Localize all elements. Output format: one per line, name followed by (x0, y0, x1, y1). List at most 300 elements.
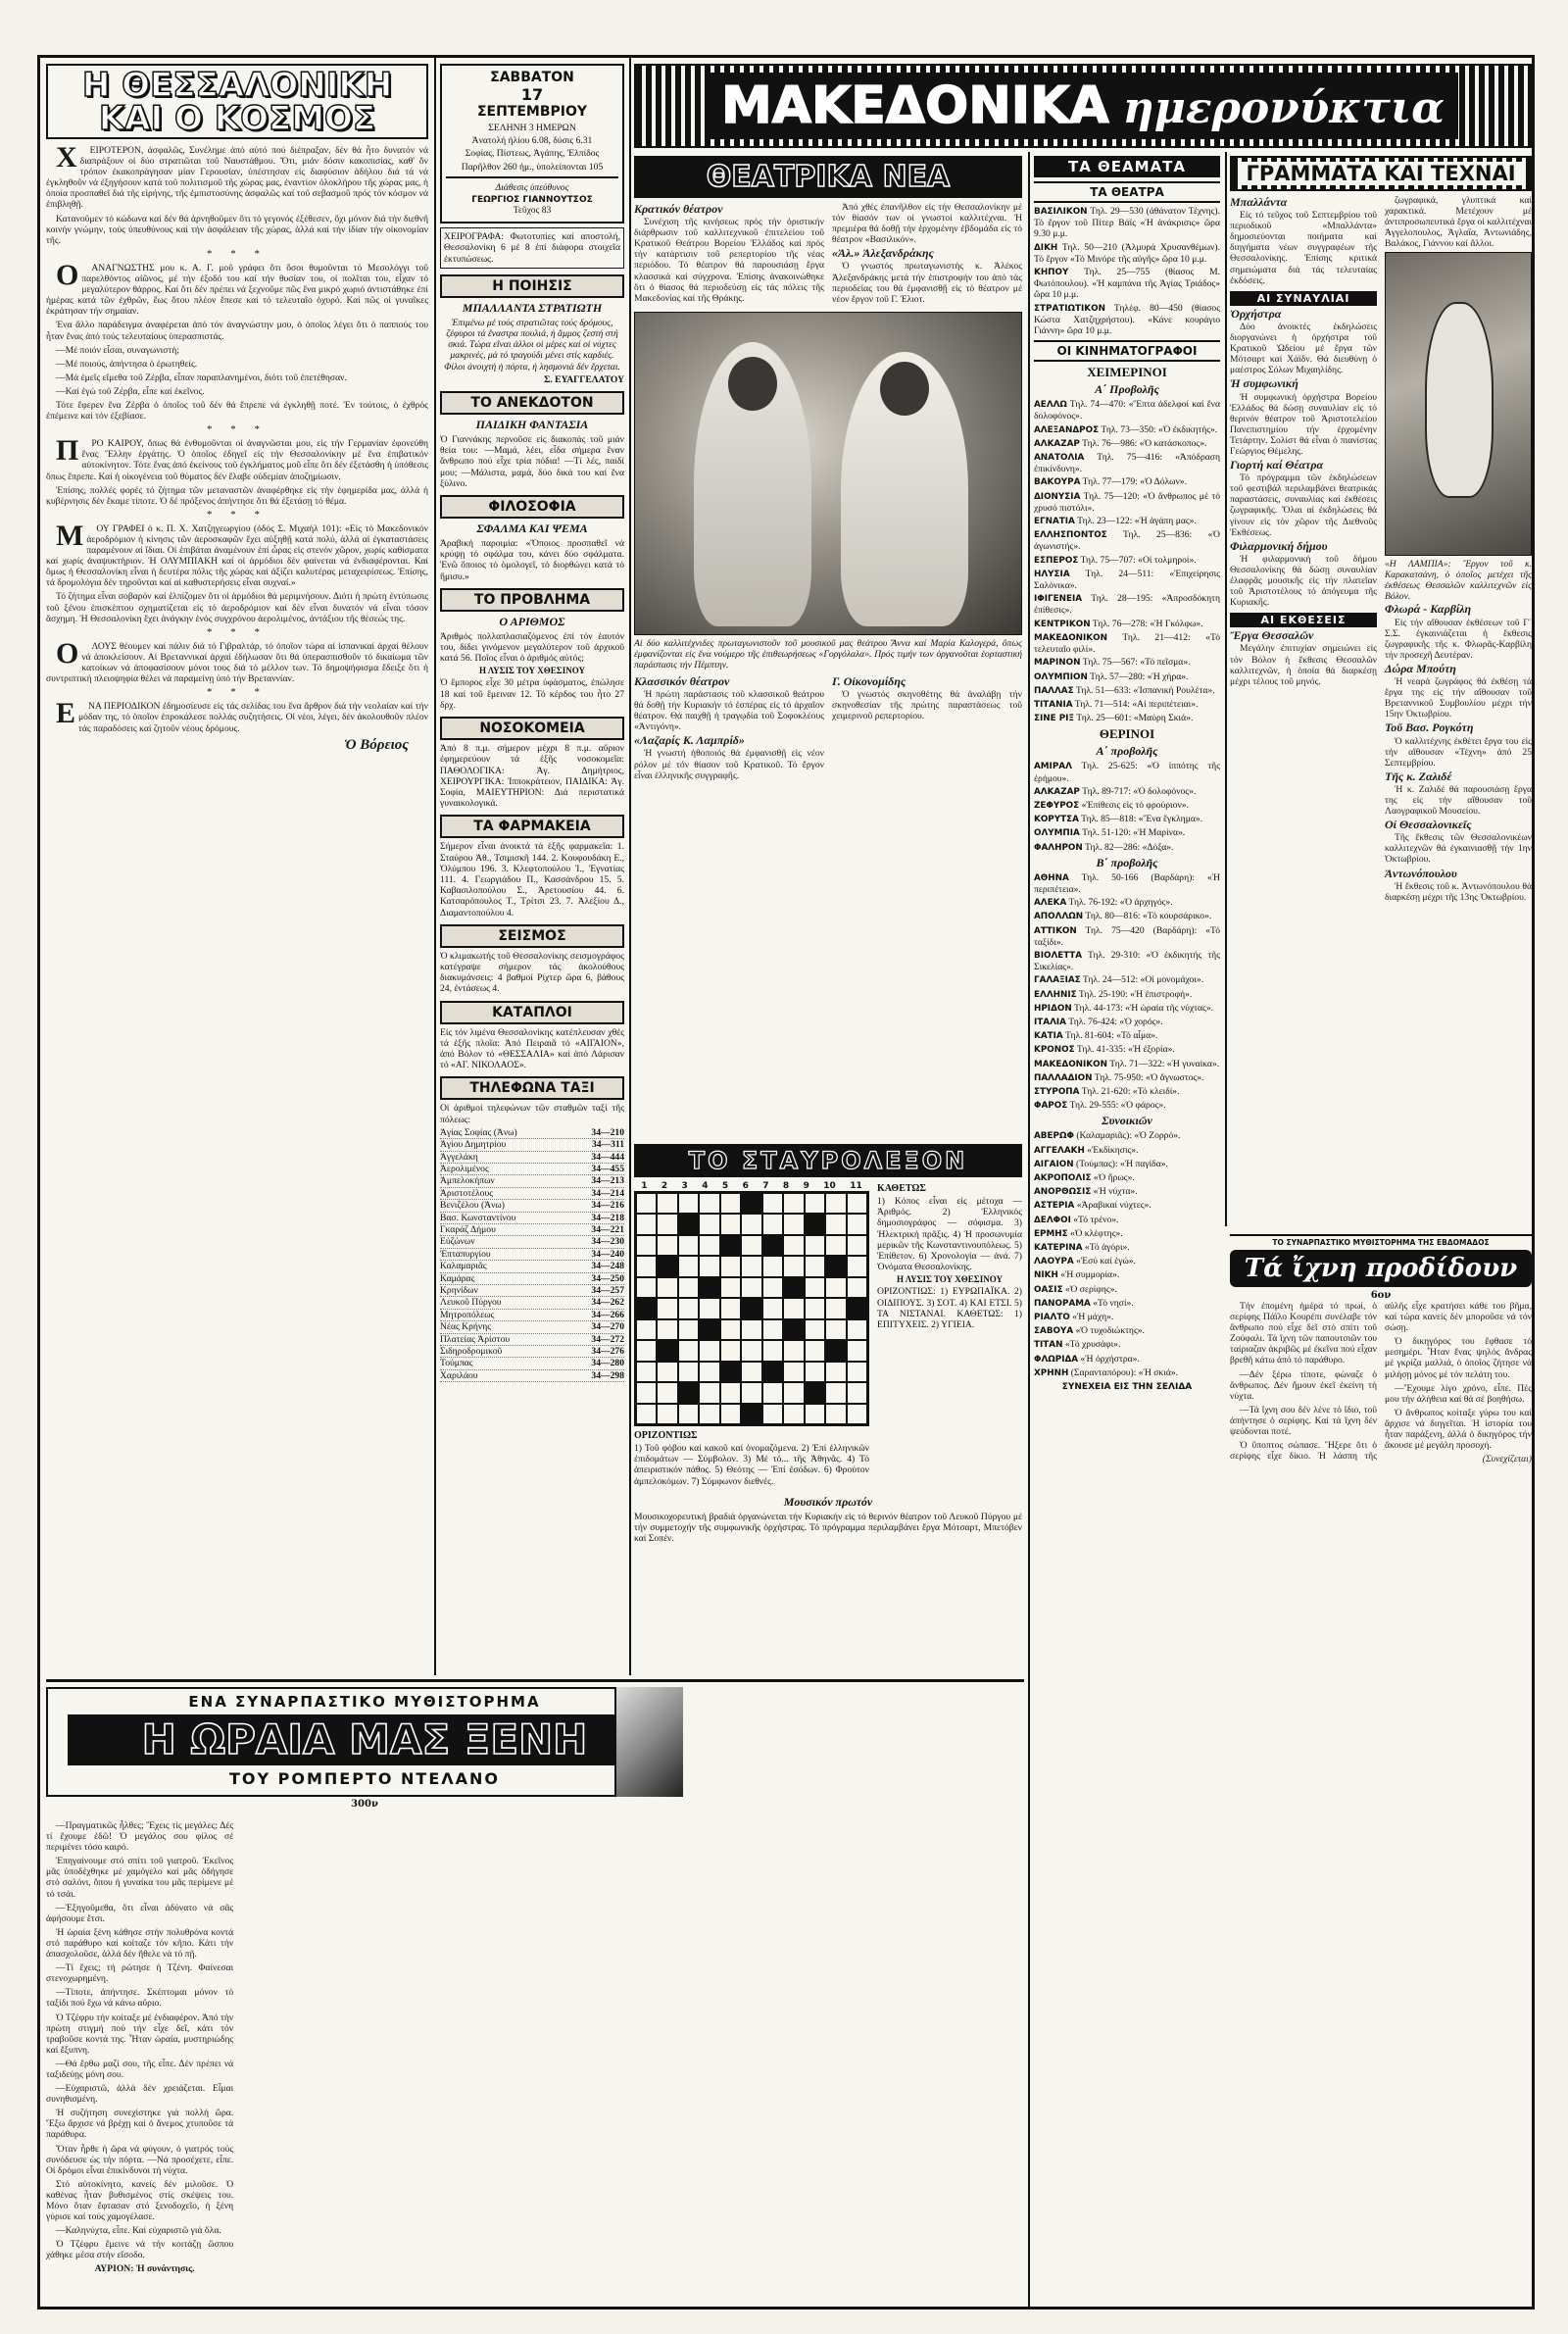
crossword-grid-wrap (634, 1181, 869, 1489)
crossword-cell[interactable] (720, 1319, 741, 1340)
taxi-phone-number: 34—270 (591, 1321, 624, 1333)
novel-illustration (614, 1687, 683, 1797)
theater-col-right2 (832, 674, 1022, 784)
crossword-cell[interactable] (847, 1214, 867, 1234)
banner-title-b: ημερονύκτια (1122, 83, 1446, 133)
crossword-cell[interactable] (805, 1256, 825, 1276)
prodosia-serial (1230, 1234, 1532, 2307)
anecdote-title: ΠΑΙΔΙΚΗ ΦΑΝΤΑΣΙΑ (475, 418, 589, 432)
listing-info: Τηλ. 25—755 (θίασος Μ. Φωτόπουλου). «Ἡ καμπάνα τῆς Ἀγίας Τριάδος» ὥρα 10 μ.μ. (1034, 267, 1220, 301)
listing-item (1034, 1003, 1220, 1015)
listing-venue: ΕΛΛΗΣΠΟΝΤΟΣ (1034, 530, 1107, 541)
theater-news (634, 156, 1022, 1136)
listing-venue: ΑΒΕΡΩΦ (1034, 1131, 1074, 1142)
taxi-row (440, 1249, 624, 1261)
listing-item (1034, 1145, 1220, 1157)
crossword-cell[interactable] (720, 1298, 741, 1318)
listing-venue: ΝΙΚΗ (1034, 1270, 1058, 1281)
crossword-cell[interactable] (720, 1256, 741, 1276)
listing-item (1034, 1354, 1220, 1366)
crossword-black-cell (741, 1298, 761, 1318)
paragraph: Ὁ γνωστός πρωταγωνιστής κ. Ἀλέκος Ἀλεξανδράκης μετά τήν ἐπιστροφήν του ἀπό τάς περιοδείας του θά ἐμφανισθῇ εἰς τό θέατρον μέ νέον ἔργον τοῦ Γ. Ἐλιοτ. (832, 261, 1022, 305)
crossword-cell[interactable] (678, 1319, 699, 1340)
paragraph: Ἡ νεαρά ζωγράφος θά ἐκθέσῃ τά ἔργα της εἰς τήν αἴθουσαν τοῦ Βρεταννικοῦ Συμβουλίου μέχρι τήν 15ην Ὀκτωβρίου. (1385, 676, 1532, 720)
crossword-black-cell (825, 1340, 846, 1361)
crossword-cell[interactable] (699, 1256, 719, 1276)
crossword-cell[interactable] (699, 1362, 719, 1382)
listing-venue: ΔΙΚΗ (1034, 242, 1058, 253)
crossword-cell[interactable] (741, 1319, 761, 1340)
listing-venue: ΖΕΦΥΡΟΣ (1034, 800, 1080, 811)
novel-title: Η ΩΡΑΙΑ ΜΑΣ ΞΕΝΗ (141, 1715, 588, 1763)
paragraph: Τό πρόγραμμα τῶν ἐκδηλώσεων τοῦ φεστιβάλ περιλαμβάνει θεατρικάς παραστάσεις, συναυλίας καί ἐκθέσεις ζωγραφικῆς. Ὅλαι αἱ ἐκδηλώσεις θά γίνουν εἰς τόν χῶρον τῆς Διεθνοῦς Ἐκθέσεως. (1230, 472, 1377, 538)
taxi-row (440, 1224, 624, 1236)
listing-item (1034, 713, 1220, 724)
continuation-note: ΣΥΝΕΧΕΙΑ ΕΙΣ ΤΗΝ ΣΕΛΙΔΑ (1061, 1382, 1193, 1393)
crossword-cell[interactable] (762, 1382, 783, 1403)
crossword-cell[interactable] (805, 1340, 825, 1361)
paragraph: Τῆς ἔκθεσις τῶν Θεσσαλονικέων καλλιτεχνῶν θά ἐγκαινιασθῇ τήν 1ην Ὀκτωβρίου. (1385, 832, 1532, 866)
arts-title-box (1230, 156, 1532, 191)
taxi-station-name: Χαριλάου (440, 1369, 478, 1381)
crossword-cell[interactable] (825, 1404, 846, 1424)
listing-item (1034, 1284, 1220, 1296)
crossword-cell[interactable] (636, 1214, 657, 1234)
paragraph: Ἡ ὡραία ξένη κάθησε στήν πολυθρόνα κοντά στό παράθυρο καί κοίταζε τόν κῆπο. Κάτι τήν ἀπασχολοῦσε, ἀλλά δέν ἤθελε νά τό πῇ. (46, 1926, 234, 1961)
taxi-station-name: Ἀμπελοκήπων (440, 1175, 495, 1187)
crossword-cell[interactable] (636, 1277, 657, 1298)
listing-venue: ΧΡΗΝΗ (1034, 1367, 1069, 1378)
taxi-phone-number: 34—214 (591, 1187, 624, 1199)
crossword-cell[interactable] (783, 1362, 804, 1382)
paragraph: Τό ζήτημα εἶναι σοβαρόν καί ἐλπίζομεν ὅτι οἱ ἁρμόδιοι θά μεριμνήσουν. Διότι ἡ πρώτη ἐντύπωσις τοῦ ξένου ἐπισκέπτου σχηματίζεται εἰς τό ἀεροδρόμιον καί δέν εἶναι δυνατόν νά εἶναι τόσον ἄσχημη. Ἡ Θεσσαλονίκη ἔχει ἀνάγκην ἑνός συγχρόνου ἀερολιμένος, ἀντάξιου τῆς θέσεώς της. (46, 591, 428, 624)
crossword-cell[interactable] (720, 1404, 741, 1424)
listing-item (1034, 303, 1220, 337)
crossword-black-cell (741, 1193, 761, 1214)
taxi-station-name: Ἀερολιμένος (440, 1163, 489, 1174)
theaters-head: ΤΑ ΘΕΑΤΡΑ (1034, 181, 1220, 203)
crossword-cell[interactable] (741, 1362, 761, 1382)
paragraph: Ἐνα ἄλλο παράδειγμα ἀναφέρεται ἀπό τόν ἀναγνώστην μου, ὁ ὁποῖος λέγει ὅτι ὁ παππούς του ἦταν ἕνας ἀπό τούς τελευταίους ὑπερασπιστάς. (46, 320, 428, 342)
crossword-cell[interactable] (805, 1277, 825, 1298)
crossword-cell[interactable] (699, 1340, 719, 1361)
taxi-phone-number: 34—262 (591, 1297, 624, 1309)
taxi-station-name: Τούμπας (440, 1358, 473, 1369)
newspaper-page (37, 55, 1535, 2309)
listing-venue: ΕΡΜΗΣ (1034, 1228, 1068, 1239)
earthquake-label: ΣΕΙΣΜΟΣ (440, 924, 624, 948)
anecdote-text: Ὁ Γιαννάκης περνοῦσε εἰς διακοπάς τοῦ μιάν θεία του: —Μαμά, λέει, εἶδα σήμερα ἕναν ἄνθρωπο πού εἶχε τρία πόδια! —Τί λές, παιδί μου; —Μάλιστα, μαμά, δύο δικά του καί ἕνα ξύλινο. (440, 434, 624, 489)
crossword-cell[interactable] (825, 1362, 846, 1382)
crossword-layout (634, 1181, 1022, 1489)
crossword-cell[interactable] (762, 1214, 783, 1234)
crossword-cell[interactable] (741, 1340, 761, 1361)
taxi-station-name: Ἐπταπυργίου (440, 1248, 491, 1260)
left-column (46, 64, 428, 1671)
crossword-cell[interactable] (678, 1362, 699, 1382)
across-label: ΟΡΙΖΟΝΤΙΩΣ (634, 1430, 698, 1441)
crossword-cell[interactable] (699, 1404, 719, 1424)
listing-item (1034, 814, 1220, 825)
listing-venue: ΚΗΠΟΥ (1034, 268, 1069, 278)
crossword-cell[interactable] (762, 1256, 783, 1276)
listing-item (1034, 424, 1220, 436)
crossword-cell[interactable] (699, 1214, 719, 1234)
paragraph: Ὁ ἄνθρωπος κοίταξε γύρω του καί ἄρχισε νά διηγεῖται. Ἡ ἱστορία του ἦταν παράξενη, ἀλλά ὁ δικηγόρος τήν ἄκουσε μέ μεγάλη προσοχή. (1385, 1407, 1532, 1452)
listing-item (1034, 671, 1220, 683)
listing-info: (Τούμπας): «Ἡ παγίδα». (1073, 1158, 1168, 1169)
listing-item (1034, 872, 1220, 895)
crossword-cell[interactable] (805, 1235, 825, 1256)
listing-item (1034, 267, 1220, 301)
winter-list (1034, 399, 1220, 724)
listing-item (1034, 516, 1220, 527)
listing-item (1034, 699, 1220, 711)
crossword-cell[interactable] (847, 1362, 867, 1382)
left-body (46, 141, 428, 753)
crossword-cell[interactable] (636, 1235, 657, 1256)
taxi-station-name: Μητροπόλεως (440, 1309, 495, 1320)
crossword-cell[interactable] (847, 1319, 867, 1340)
listing-item (1034, 1312, 1220, 1323)
crossword-cell[interactable] (783, 1256, 804, 1276)
taxi-row (440, 1127, 624, 1139)
listing-venue: ΤΙΤΑΝΙΑ (1034, 699, 1073, 710)
arts-sub4: Γιορτή καί Θέατρα (1230, 458, 1324, 472)
listing-venue: ΚΑΤΙΑ (1034, 1031, 1063, 1042)
listing-venue: ΑΚΡΟΠΟΛΙΣ (1034, 1173, 1092, 1183)
arts-sub1: Μπαλλάντα (1230, 195, 1288, 209)
listing-info: Τηλ. 85—818: «Ἕνα ἔγκλημα». (1078, 814, 1203, 825)
date-day: ΣΑΒΒΑΤΟΝ (490, 70, 574, 85)
paragraph: Εἰς τήν αἴθουσαν ἐκθέσεων τοῦ Γ΄ Σ.Σ. ἐγκαινιάζεται ἡ ἔκθεσις ζωγραφικῆς τῆς κ. Φλωρᾶς-Καρβίλη τήν προσεχῆ Δευτέραν. (1385, 617, 1532, 661)
crossword-cell[interactable] (657, 1404, 677, 1424)
taxi-row (440, 1213, 624, 1224)
crossword-black-cell (762, 1362, 783, 1382)
winter-head: ΧΕΙΜΕΡΙΝΟΙ (1087, 365, 1167, 380)
listing-venue: ΕΓΝΑΤΙΑ (1034, 517, 1075, 527)
paragraph: —Τί ἔχεις; τή ρώτησε ἡ Τζένη. Φαίνεσαι στενοχωρημένη. (46, 1962, 234, 1985)
crossword-cell[interactable] (825, 1319, 846, 1340)
novel-title-band (68, 1714, 662, 1765)
listing-venue: ΑΛΕΞΑΝΔΡΟΣ (1034, 424, 1100, 435)
listing-venue: ΠΑΛΛΑΔΙΟΝ (1034, 1072, 1093, 1083)
crossword-cell[interactable] (847, 1193, 867, 1214)
crossword-cell[interactable] (720, 1340, 741, 1361)
listing-venue: ΒΙΟΛΕΤΤΑ (1034, 950, 1083, 961)
paragraph: Ἡ ἔκθεσις τοῦ κ. Ἀντωνόπουλου θά διαρκέσῃ μέχρι τῆς 13ης Ὀκτωβρίου. (1385, 880, 1532, 903)
theater-photo-caption: Αἱ δύο καλλιτέχνιδες πρωταγωνιστοῦν τοῦ μουσικοῦ μας θεάτρου Ἄννα καί Μαρία Καλογερά, ὅπως ἐμφανίζονται εἰς ἕνα νούμερο τῆς ἐπιθεωρήσεως «Γοργόλαλα». Πρός τιμήν των ὀργανοῦται ἑορταστική παράστασις τήν Πέμπτην. (634, 637, 1022, 670)
listing-venue: ΑΤΤΙΚΟΝ (1034, 925, 1077, 936)
taxi-phone-number: 34—240 (591, 1248, 624, 1260)
crossword-cell[interactable] (741, 1214, 761, 1234)
crossword-cell[interactable] (636, 1382, 657, 1403)
theater-col-left (634, 202, 824, 308)
crossword-cell[interactable] (847, 1256, 867, 1276)
crossword-cell[interactable] (847, 1235, 867, 1256)
listing-item (1034, 476, 1220, 488)
crossword-cell[interactable] (805, 1193, 825, 1214)
crossword-cell[interactable] (657, 1277, 677, 1298)
taxi-phone-number: 34—272 (591, 1333, 624, 1345)
crossword-cell[interactable] (847, 1277, 867, 1298)
crossword-cell[interactable] (783, 1235, 804, 1256)
separator: * * * (207, 625, 268, 638)
listing-info: «Ὁ ἥρως». (1091, 1172, 1135, 1183)
paragraph: ζωγραφικά, γλυπτικά καί χαρακτικά. Μετέχουν μέ ἀντιπροσωπευτικά ἔργα οἱ καλλιτέχναι Ἀγγελοπουλος, Ἀγλαΐα, Ἀντωνιάδης, Βαλάκος, Γιάννου καί ἄλλοι. (1385, 195, 1532, 250)
taxi-station-name: Λευκοῦ Πύργου (440, 1297, 502, 1309)
listing-item (1034, 761, 1220, 783)
theater-bottom-cols (634, 674, 1022, 784)
saints-info: Σοφίας, Πίστεως, Ἀγάπης, Ἐλπίδος (465, 148, 600, 160)
crossword-cell[interactable] (762, 1340, 783, 1361)
taxi-row (440, 1310, 624, 1321)
listing-info: Τηλ. 51-120: «Ἡ Μαρίνα». (1079, 827, 1186, 839)
summer-a-list (1034, 761, 1220, 853)
crossword-cell[interactable] (678, 1277, 699, 1298)
crossword-cell[interactable] (762, 1298, 783, 1318)
crossword-cell[interactable] (783, 1404, 804, 1424)
listing-info: Τηλ. 21—412: «Τό τελευταῖο φιλί». (1034, 631, 1220, 656)
crossword-cell[interactable] (636, 1319, 657, 1340)
crossword-cell[interactable] (657, 1235, 677, 1256)
crossword-cell[interactable] (657, 1193, 677, 1214)
theater-col-left2 (634, 674, 824, 784)
crossword-cell[interactable] (825, 1298, 846, 1318)
crossword-col-number: 7 (762, 1181, 769, 1191)
crossword-black-cell (741, 1404, 761, 1424)
problem-label: ΤΟ ΠΡΟΒΛΗΜΑ (440, 588, 624, 612)
crossword-black-cell (699, 1277, 719, 1298)
crossword-cell[interactable] (783, 1340, 804, 1361)
taxi-station-name: Βασ. Κωνσταντίνου (440, 1212, 516, 1223)
taxi-phone-number: 34—276 (591, 1346, 624, 1358)
crossword-cell[interactable] (699, 1382, 719, 1403)
taxi-station-name: Εὐζώνων (440, 1236, 475, 1248)
pharmacies-text: Σήμερον εἶναι ἀνοικτά τά ἑξῆς φαρμακεῖα: 1. Σταύρου Ἀθ., Τσιμισκῆ 144. 2. Κουφουδάκη Ε., Ὀλύμπου 196. 3. Κλεφτοπούλου Ἰ., Ἐγνατίας 111. 4. Γεωργιάδου Π., Κασσάνδρου 15. 5. Καβασιλοπούλου Σ., Ἀρετουσίου 44. 6. Κατσαρόπουλος Τ., Τρίτσι 23. 7. Ἀλεξίου Δ., Διαμαντοπούλου 4. (440, 841, 624, 919)
crossword-clues (877, 1181, 1022, 1489)
listing-venue: ΙΦΙΓΕΝΕΙΑ (1034, 594, 1083, 605)
listing-venue: ΟΛΥΜΠΙΟΝ (1034, 671, 1088, 682)
listing-info: Τηλ. 28—195: «Ἀπροσδόκητη ἐπίθεσις». (1034, 593, 1220, 617)
paragraph: —Δέν ξέρω τίποτε, φώναζε ὁ ἄνθρωπος. Δέν ἤμουν ἐκεῖ ἐκείνη τή νύχτα. (1230, 1368, 1377, 1402)
listing-venue: ΠΑΛΛΑΣ (1034, 685, 1074, 696)
suburbs-head: Συνοικιῶν (1102, 1114, 1152, 1128)
taxi-row (440, 1175, 624, 1187)
anecdote-label: ΤΟ ΑΝΕΚΔΟΤΟΝ (440, 391, 624, 415)
listing-info: Τηλ. 57—280: «Ἡ χήρα». (1087, 670, 1189, 682)
crossword-col-numbers (634, 1181, 869, 1191)
paragraph: —Τίποτε, ἀπήντησε. Σκέπτομαι μόνον τό ταξίδι πού ἔχω νά κάνω αὔριο. (46, 1987, 234, 2010)
listing-item (1034, 529, 1220, 552)
first-run-head: Α΄ Προβολῆς (1095, 382, 1159, 397)
paragraph: —Τά ἴχνη σου δέν λένε τό ἴδιο, τοῦ ἀπήντησε ὁ σερίφης. Καί τά ἴχνη δέν ψεύδονται ποτέ. (1230, 1404, 1377, 1438)
listing-venue: ΔΕΛΦΟΙ (1034, 1215, 1071, 1225)
listing-item (1034, 452, 1220, 474)
listing-venue: ΜΑΚΕΔΟΝΙΚΟΝ (1034, 632, 1107, 643)
taxi-station-name: Ἁγίας Σοφίας (Ἀνω) (440, 1126, 517, 1138)
listing-item (1034, 619, 1220, 630)
crossword-cell[interactable] (741, 1382, 761, 1403)
crossword-cell[interactable] (678, 1404, 699, 1424)
director-label: Διάθεσις ὑπεύθυνος (495, 181, 569, 193)
taxi-row (440, 1285, 624, 1297)
crossword-black-cell (783, 1277, 804, 1298)
crossword-cell[interactable] (805, 1298, 825, 1318)
crossword-cell[interactable] (847, 1404, 867, 1424)
listing-item (1034, 1086, 1220, 1098)
crossword-cell[interactable] (847, 1340, 867, 1361)
crossword-cell[interactable] (805, 1404, 825, 1424)
crossword-cell[interactable] (762, 1193, 783, 1214)
listing-info: Τηλ. 50—210 (Ἀλμυρά Χρυσανθέμων). Τό ἔργον «Τό Μινόρε τῆς αὐγῆς» ὥρα 10 μ.μ. (1034, 241, 1220, 265)
taxi-phone-number: 34—250 (591, 1272, 624, 1284)
crossword-cell[interactable] (678, 1256, 699, 1276)
paragraph: Ἡ συζήτηση συνεχίστηκε γιά πολλή ὥρα. Ἔξω ἄρχισε νά βρέχῃ καί ὁ ἄνεμος χτυποῦσε τά παράθυρα. (46, 2108, 234, 2141)
summer-a-head: Α΄ προβολῆς (1096, 744, 1158, 759)
listing-item (1034, 491, 1220, 514)
separator: * * * (207, 508, 268, 521)
arts-sub7: Φλωρά - Καρβίλη (1385, 602, 1472, 617)
listing-venue: ΕΣΠΕΡΟΣ (1034, 555, 1079, 566)
crossword-cell[interactable] (741, 1256, 761, 1276)
crossword-cell[interactable] (699, 1235, 719, 1256)
crossword-cell[interactable] (783, 1214, 804, 1234)
crossword-cell[interactable] (720, 1382, 741, 1403)
crossword-cell[interactable] (636, 1404, 657, 1424)
taxi-row (440, 1152, 624, 1164)
tomorrow-note: ΑΥΡΙΟΝ: Ἡ συνάντησις. (94, 2263, 195, 2275)
crossword-cell[interactable] (825, 1193, 846, 1214)
crossword-cell[interactable] (783, 1193, 804, 1214)
listing-item (1034, 897, 1220, 909)
moon-info: ΣΕΛΗΝΗ 3 ΗΜΕΡΩΝ (488, 123, 576, 133)
listing-info: «Ἡ νύχτα». (1091, 1186, 1138, 1198)
crossword-cell[interactable] (636, 1256, 657, 1276)
crossword-cell[interactable] (825, 1277, 846, 1298)
crossword-cell[interactable] (741, 1277, 761, 1298)
listing-venue: ΤΙΤΑΝ (1034, 1340, 1063, 1351)
crossword-cell[interactable] (805, 1362, 825, 1382)
listing-venue: ΑΘΗΝΑ (1034, 872, 1069, 883)
crossword-cell[interactable] (657, 1298, 677, 1318)
taxi-phone-number: 34—221 (591, 1224, 624, 1236)
crossword-cell[interactable] (657, 1362, 677, 1382)
listing-item (1034, 1130, 1220, 1142)
listing-venue: ΑΙΓΑΙΟΝ (1034, 1159, 1074, 1169)
crossword-black-cell (699, 1319, 719, 1340)
listing-info: Τηλ. 41-335: «Ἡ ἐξορία». (1074, 1044, 1175, 1056)
crossword-cell[interactable] (657, 1382, 677, 1403)
listing-item (1034, 1367, 1220, 1379)
listing-venue: ΑΠΟΛΛΩΝ (1034, 912, 1084, 922)
crossword-cell[interactable] (678, 1193, 699, 1214)
crossword-cell[interactable] (825, 1214, 846, 1234)
arts-sub12: Ἀντωνόπουλου (1385, 866, 1457, 880)
listing-item (1034, 974, 1220, 986)
crossword-cell[interactable] (720, 1214, 741, 1234)
crossword-cell[interactable] (657, 1319, 677, 1340)
crossword-cell[interactable] (720, 1277, 741, 1298)
listing-venue: ΕΛΛΗΝΙΣ (1034, 989, 1077, 1000)
crossword-cell[interactable] (636, 1362, 657, 1382)
theater-sub5: Γ. Οἰκονομίδης (832, 673, 906, 688)
crossword-cell[interactable] (783, 1298, 804, 1318)
paragraph: ΟΛΟΥΣ θέουμεν καί πάλιν διά τό Γιβραλτάρ, τό ὁποῖον τώρα αἱ ἰσπανικαί ἀρχαί θέλουν νά ἀποκλείσουν. Αἱ Βρεταννικαί ἀρχαί ἐδήλωσαν ὅτι θά ὑπερασπισθοῦν τό δικαίωμα τῶν κατοίκων νά ἀποφασίσουν μόνοι τους διά τό μέλλον των. Τό δημοψήφισμα ἔδειξε ὅτι ἡ συντριπτική πλειοψηφία θέλει νά παραμείνῃ ὑπό τήν Βρεταννίαν. (46, 636, 428, 685)
crossword-cell[interactable] (762, 1277, 783, 1298)
listing-info: Τηλ. 29-555: «Ὁ φάρος». (1067, 1100, 1166, 1112)
crossword-black-cell (847, 1298, 867, 1318)
paragraph: —Καληνύχτα, εἶπε. Καί εὐχαριστῶ γιά ὅλα. (56, 2225, 221, 2237)
crossword-cell[interactable] (699, 1193, 719, 1214)
summer-b-head: Β΄ προβολῆς (1096, 855, 1158, 869)
photo-face (880, 362, 929, 416)
listing-info: Τηλ. 25-625: «Ὁ ἱππότης τῆς ἐρήμου». (1034, 761, 1220, 784)
crossword-cell[interactable] (783, 1382, 804, 1403)
dialog-line: —Μέ ποιούς, ἀπήντησα ὁ ἐρωτηθείς. (56, 358, 198, 370)
issue-number: Τεῦχος 83 (513, 205, 552, 217)
taxi-row (440, 1200, 624, 1212)
crossword-cell[interactable] (699, 1298, 719, 1318)
crossword-cell[interactable] (741, 1235, 761, 1256)
listing-info: Τηλ. 75—420 (Βαρδάρη): «Τό ταξίδι». (1034, 924, 1220, 948)
crossword-cell[interactable] (762, 1404, 783, 1424)
listing-venue: ΑΝΑΤΟΛΙΑ (1034, 453, 1085, 464)
paragraph: Ἀπό χθές ἐπανῆλθον εἰς τήν Θεσσαλονίκην μέ τόν θίασόν των οἱ γνωστοί καλλιτέχναι. Ἡ πρεμιέρα θά δοθῇ τήν ἐρχομένην ἑβδομάδα εἰς τό θέατρον «Βασιλικόν». (832, 202, 1022, 246)
crossword-cell[interactable] (720, 1193, 741, 1214)
listing-info: Τηλ. 75—416: «Ἀπόδραση ἐπικίνδυνη». (1034, 452, 1220, 475)
paragraph: Ἐπίσης, πολλές φορές τό ζήτημα τῶν μεταναστῶν ἀναφέρθηκε εἰς τήν ἐφημερίδα μας, ἀλλά ἡ κυβέρνησις δέν ἔκαμε τίποτε. Ὁ δέ πρόξενος ἀπήντησε ὅτι θά ἐξετάσῃ τό θέμα. (46, 484, 428, 507)
crossword-black-cell (825, 1256, 846, 1276)
listing-item (1034, 786, 1220, 798)
crossword-cell[interactable] (762, 1319, 783, 1340)
column-divider (629, 58, 631, 1675)
crossword-cell[interactable] (825, 1382, 846, 1403)
taxi-phone-number: 34—248 (591, 1261, 624, 1272)
crossword-cell[interactable] (678, 1340, 699, 1361)
listing-info: Τηλ. 50-166 (Βαρδάρη): «Ἡ περιπέτεια». (1034, 871, 1220, 895)
taxi-label: ΤΗΛΕΦΩΝΑ ΤΑΞΙ (440, 1076, 624, 1100)
listing-venue: ΦΑΡΟΣ (1034, 1101, 1068, 1112)
taxi-phone-number: 34—311 (591, 1139, 624, 1151)
paragraph: ΕΝΑ ΠΕΡΙΟΔΙΚΟΝ ἐδημοσίευσε εἰς τάς σελίδας του ἕνα ἄρθρον διά τήν νεολαίαν καί τήν μόδαν της, τό ὁποῖον ἐπροκάλεσε πολλάς συζητήσεις. Οἱ νέοι, λέγει, δέν ἀκολουθοῦν πλέον τάς παραδόσεις καί ζητοῦν νέους δρόμους. (56, 697, 428, 734)
novel-chapter: 300ν (351, 1799, 378, 1810)
crossword-cell[interactable] (636, 1193, 657, 1214)
listing-venue: ΙΤΑΛΙΑ (1034, 1017, 1066, 1027)
listing-info: Τηλ. 76-424: «Ὁ χορός». (1065, 1016, 1163, 1027)
crossword-cell[interactable] (678, 1298, 699, 1318)
prodosia-body (1230, 1301, 1532, 1465)
handwriting-note: ΧΕΙΡΟΓΡΑΦΑ: Φωτοτυπίες καί αποστολή, Θεσσαλονίκη 6 μέ 8 ἐπί διάφορα στοιχεῖα ἐκτυπώσεως. (440, 227, 624, 269)
crossword-cell[interactable] (678, 1235, 699, 1256)
listing-item (1034, 911, 1220, 922)
crossword-cell[interactable] (825, 1235, 846, 1256)
summer-b-list (1034, 872, 1220, 1113)
column-divider (1028, 152, 1030, 2309)
crossword-cell[interactable] (847, 1382, 867, 1403)
crossword-cell[interactable] (657, 1214, 677, 1234)
listing-item (1034, 1159, 1220, 1170)
taxi-row (440, 1164, 624, 1175)
listing-venue: ΡΙΑΛΤΟ (1034, 1313, 1070, 1323)
paragraph: ΟΑΝΑΓΝΩΣΤΗΣ μου κ. Α. Γ. μοῦ γράφει ὅτι ὅσοι θυμοῦνται τό Μεσολόγγι τοῦ παρελθόντος αἰῶνος, μέ τήν ἐξοδό του καί τήν θυσίαν του, οἱ πολῖται του, εἶχαν τό μεγαλύτερον θάρρος. Καί ὅτι δέν πρέπει νά ξεχνοῦμε πῶς ἕνα μικρό χωριό ἀντιστάθηκε ἐπί ἡμέρας κατά τῶν ἐχθρῶν, ἕως ὅτου πλέον ἔπεσε καί τό τελευταῖο ὀχυρό. Καί πῶς οἱ γυναῖκες ἐκράτησαν τήν σημαίαν. (46, 258, 428, 318)
crossword-cell[interactable] (636, 1340, 657, 1361)
listing-item (1034, 399, 1220, 422)
crossword-col-number: 2 (661, 1181, 668, 1191)
crossword-cell[interactable] (805, 1319, 825, 1340)
listing-venue: ΣΤΥΡΟΠΑ (1034, 1086, 1080, 1097)
listing-item (1034, 1242, 1220, 1254)
